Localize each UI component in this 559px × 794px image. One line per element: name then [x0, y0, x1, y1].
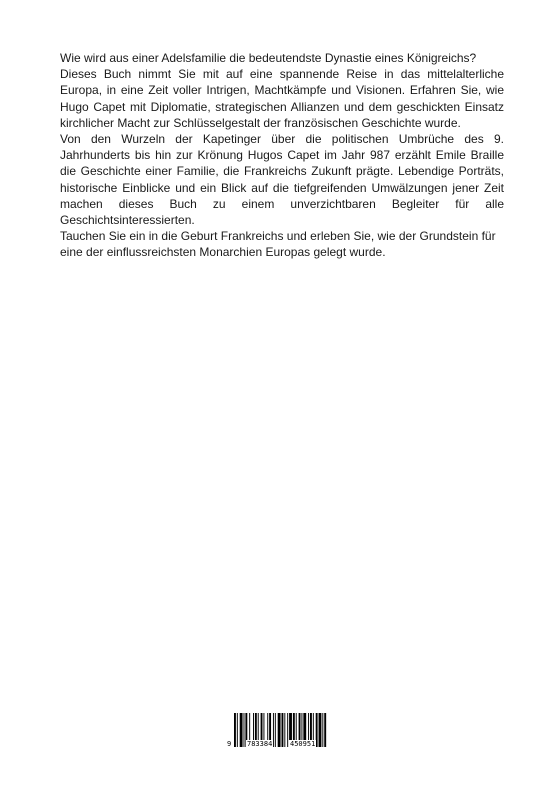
- blurb-paragraph-1: Dieses Buch nimmt Sie mit auf eine spannende Reise in das mittelalterliche Europa, in eine Zeit voller Intrigen, Machtkämpfe und Visionen. Erfahren Sie, wie Hugo Capet mit Diplomatie, strategischen Allianzen und dem geschickten Einsatz kirchlicher Macht zur Schlüsselgestalt der französischen Geschichte wurde.: [60, 67, 504, 130]
- barcode-bar: [278, 713, 281, 747]
- isbn-barcode: [226, 713, 332, 747]
- barcode-bar: [237, 713, 238, 747]
- barcode-right-digits: 450951: [290, 740, 316, 748]
- barcode-left-digits: 783384: [247, 740, 273, 748]
- barcode-bar: [240, 713, 243, 747]
- barcode-bar: [244, 713, 245, 747]
- blurb-question: Wie wird aus einer Adelsfamilie die bedeutendste Dynastie eines Königreichs?: [60, 51, 477, 65]
- barcode-bar: [234, 713, 236, 747]
- barcode-bar: [287, 713, 288, 747]
- barcode-bar: [324, 713, 326, 747]
- barcode-bar: [282, 713, 284, 747]
- barcode-bar: [275, 713, 276, 747]
- barcode-bar: [284, 713, 285, 747]
- back-cover-blurb: [60, 50, 504, 261]
- blurb-paragraph-3: Tauchen Sie ein in die Geburt Frankreichs und erleben Sie, wie der Grundstein für eine der einflussreichsten Monarchien Europas gelegt wurde.: [60, 229, 496, 260]
- blurb-paragraph-2: Von den Wurzeln der Kapetinger über die politischen Umbrüche des 9. Jahrhunderts bis hin zur Krönung Hugos Capet im Jahr 987 erzählt Emile Braille die Geschichte einer Familie, die Frankreichs Zukunft prägte. Lebendige Porträts, historische Einblicke und ein Blick auf die tiefgreifenden Umwälzungen jener Zeit machen dieses Buch zu einem unverzichtbaren Begleiter für alle Geschichtsinteressierten.: [60, 132, 504, 228]
- barcode-first-digit: 9: [227, 740, 232, 748]
- barcode-bar: [322, 713, 323, 747]
- barcode-bar: [319, 713, 322, 747]
